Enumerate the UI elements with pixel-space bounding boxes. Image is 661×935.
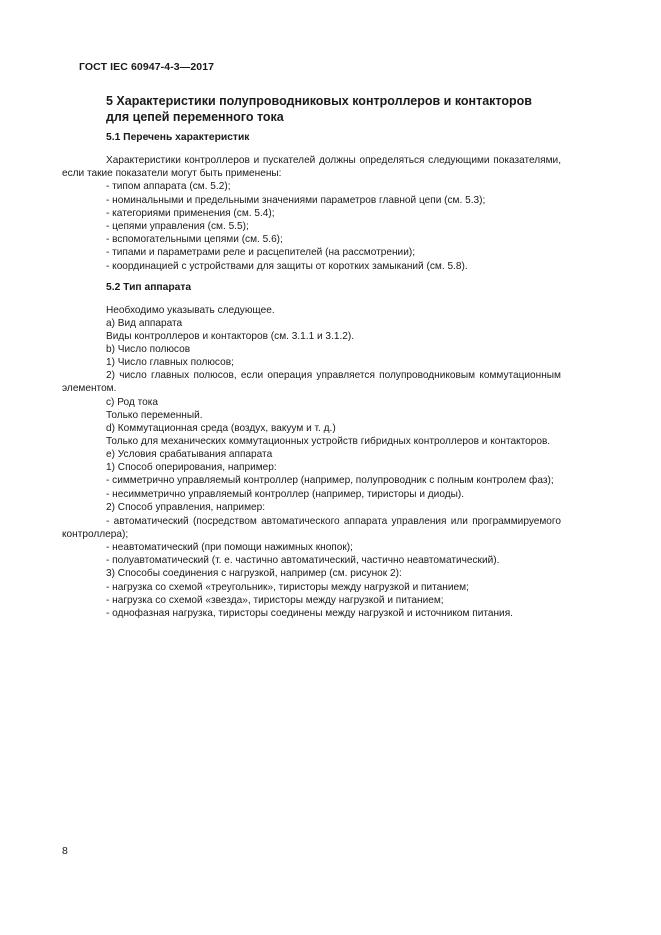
section-5-2-title: 5.2 Тип аппарата: [106, 282, 192, 293]
s52-line: Виды контроллеров и контакторов (см. 3.1.1 и 3.1.2).: [106, 331, 355, 342]
section-5-title-line1: 5 Характеристики полупроводниковых контроллеров и контакторов: [106, 94, 532, 108]
s52-line: - нагрузка со схемой «звезда», тиристоры между нагрузкой и питанием;: [106, 595, 444, 606]
s52-line: с) Род тока: [106, 397, 158, 408]
s52-line: - нагрузка со схемой «треугольник», тиристоры между нагрузкой и питанием;: [106, 582, 469, 593]
page-number: 8: [62, 845, 68, 857]
s52-line: - симметрично управляемый контроллер (например, полупроводник с полным контролем фаз);: [106, 475, 554, 486]
section-5-title-line2: для цепей переменного тока: [106, 110, 284, 124]
s52-line: - полуавтоматический (т. е. частично автоматический, частично неавтоматический).: [106, 555, 500, 566]
s52-line: 3) Способы соединения с нагрузкой, например (см. рисунок 2):: [106, 568, 402, 579]
s51-list-item: - категориями применения (см. 5.4);: [106, 208, 275, 219]
s52-line: а) Вид аппарата: [106, 318, 183, 329]
s51-list-item: - типами и параметрами реле и расцепителей (на рассмотрении);: [106, 247, 415, 258]
s51-list-item: - цепями управления (см. 5.5);: [106, 221, 249, 232]
s52-line: 1) Число главных полюсов;: [106, 357, 234, 368]
s51-intro-line2: если такие показатели могут быть применены:: [62, 168, 282, 179]
s51-list-item: - номинальными и предельными значениями параметров главной цепи (см. 5.3);: [106, 195, 486, 206]
s52-line: - неавтоматический (при помощи нажимных кнопок);: [106, 542, 353, 553]
s51-list-item: - вспомогательными цепями (см. 5.6);: [106, 234, 283, 245]
s52-line: - однофазная нагрузка, тиристоры соединены между нагрузкой и источником питания.: [106, 608, 513, 619]
s52-line: 2) Способ управления, например:: [106, 502, 266, 513]
s52-line: Только переменный.: [106, 410, 203, 421]
section-5-1-title: 5.1 Перечень характеристик: [106, 132, 250, 143]
s51-list-item: - координацией с устройствами для защиты от коротких замыканий (см. 5.8).: [106, 261, 468, 272]
s52-line: е) Условия срабатывания аппарата: [106, 449, 273, 460]
s51-intro-line1: Характеристики контроллеров и пускателей должны определяться следующими показателями,: [106, 155, 561, 166]
s52-line: Необходимо указывать следующее.: [106, 305, 275, 316]
s52-line: 1) Способ оперирования, например:: [106, 462, 277, 473]
s52-line: контроллера);: [62, 529, 129, 540]
s52-line: 2) число главных полюсов, если операция управляется полупроводниковым коммутационным: [106, 370, 561, 381]
s52-line: Только для механических коммутационных устройств гибридных контроллеров и контакторов.: [106, 436, 551, 447]
document-header: ГОСТ IEC 60947-4-3—2017: [79, 61, 215, 73]
s52-line: b) Число полюсов: [106, 344, 191, 355]
s52-line: d) Коммутационная среда (воздух, вакуум и т. д.): [106, 423, 336, 434]
s52-line: элементом.: [62, 383, 117, 394]
s52-line: - несимметрично управляемый контроллер (например, тиристоры и диоды).: [106, 489, 465, 500]
s52-line: - автоматический (посредством автоматического аппарата управления или программируемого: [106, 516, 561, 527]
s51-list-item: - типом аппарата (см. 5.2);: [106, 181, 231, 192]
